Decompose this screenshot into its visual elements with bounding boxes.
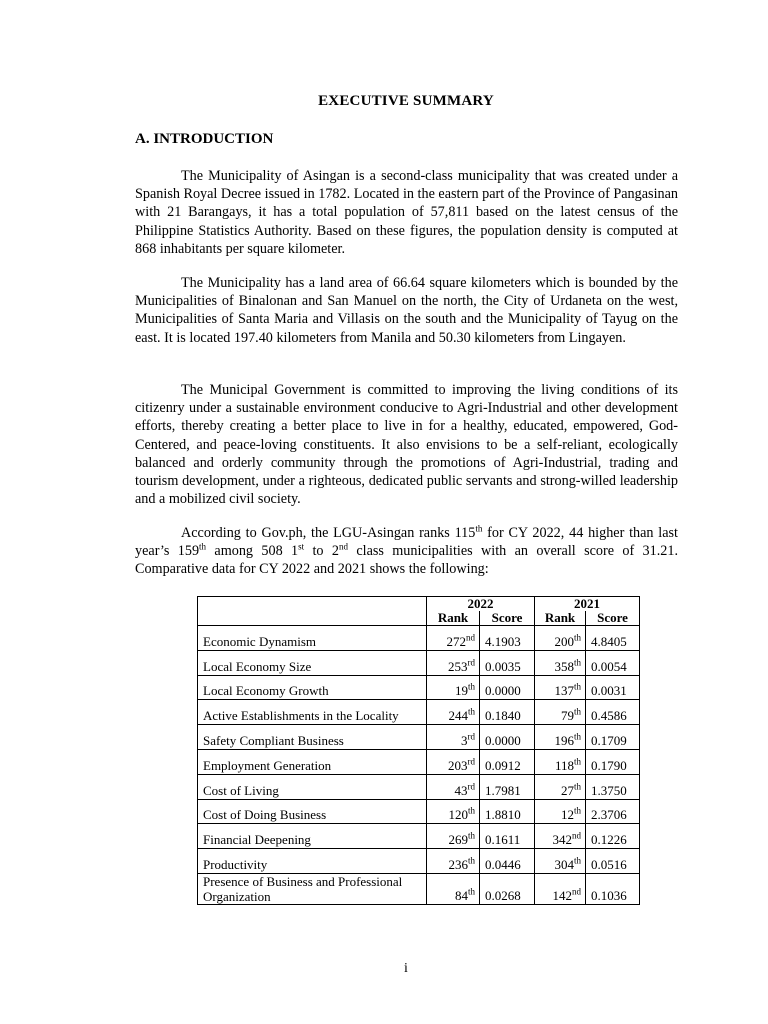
indicator-label: Safety Compliant Business xyxy=(198,725,427,750)
indicator-label: Presence of Business and Professional Organization xyxy=(198,873,427,904)
score-2021: 0.1709 xyxy=(586,725,640,750)
rank-2021-value: 342 xyxy=(552,832,572,848)
rank-2021 xyxy=(535,824,586,849)
rank-2021-suffix: th xyxy=(573,756,581,767)
rank-2021-suffix: th xyxy=(573,632,581,643)
rank-2021-suffix: th xyxy=(573,855,581,866)
rank-2022 xyxy=(427,824,480,849)
indicator-label: Local Economy Growth xyxy=(198,675,427,700)
rank-2021-suffix: th xyxy=(573,682,581,693)
rank-2022-value: 272 xyxy=(446,633,466,649)
rank-2022 xyxy=(427,700,480,725)
rank-2021-value: 142 xyxy=(552,887,572,903)
score-2022: 4.1903 xyxy=(480,626,535,651)
rank-2022 xyxy=(427,749,480,774)
rank-2021 xyxy=(535,626,586,651)
score-2021: 0.4586 xyxy=(586,700,640,725)
rank-2021-suffix: th xyxy=(573,706,581,717)
ranking-sup-a: th xyxy=(475,523,483,534)
rank-2022-suffix: th xyxy=(467,855,475,866)
rank-2022-value: 269 xyxy=(448,832,468,848)
rank-2022-suffix: th xyxy=(467,806,475,817)
table-row xyxy=(198,849,640,874)
score-2022: 0.0000 xyxy=(480,725,535,750)
score-2022: 1.7981 xyxy=(480,774,535,799)
paragraph-history: The Municipality of Asingan is a second-class municipality that was created under a Spanish Royal Decree issued in 1782. Located in the eastern part of the Province of Pangasinan with 21 Barangays, it has a total population of 57,811 based on the latest census of the Philippine Statistics Authority. Based on these figures, the population density is computed at 868 inhabitants per square kilometer. xyxy=(135,168,678,257)
score-2021: 4.8405 xyxy=(586,626,640,651)
rank-2022-value: 19 xyxy=(454,683,468,699)
rank-2022-suffix: th xyxy=(467,706,475,717)
comparative-data-table xyxy=(197,596,640,905)
column-header-score-2021: Score xyxy=(586,611,640,626)
table-row xyxy=(198,873,640,904)
table-row xyxy=(198,774,640,799)
rank-2021 xyxy=(535,774,586,799)
rank-2022 xyxy=(427,626,480,651)
table-body xyxy=(198,626,640,905)
table-header-blank xyxy=(198,597,427,626)
rank-2022-value: 203 xyxy=(448,757,468,773)
rank-2022-suffix: rd xyxy=(467,657,475,668)
indicator-label: Productivity xyxy=(198,849,427,874)
rank-2022 xyxy=(427,774,480,799)
rank-2022-suffix: rd xyxy=(467,731,475,742)
score-2021: 0.0054 xyxy=(586,650,640,675)
rank-2022-suffix: th xyxy=(467,682,475,693)
rank-2021-suffix: nd xyxy=(572,830,581,841)
rank-2021-value: 12 xyxy=(560,807,574,823)
score-2021: 0.0031 xyxy=(586,675,640,700)
table-row xyxy=(198,749,640,774)
rank-2021-value: 304 xyxy=(554,856,574,872)
column-header-rank-2022: Rank xyxy=(427,611,480,626)
rank-2021 xyxy=(535,675,586,700)
column-header-score-2022: Score xyxy=(480,611,535,626)
score-2022: 0.0446 xyxy=(480,849,535,874)
rank-2022 xyxy=(427,725,480,750)
rank-2022-value: 3 xyxy=(461,732,468,748)
table-row xyxy=(198,626,640,651)
score-2022: 0.1840 xyxy=(480,700,535,725)
indicator-label: Cost of Living xyxy=(198,774,427,799)
ranking-text-c: among 508 1 xyxy=(206,543,299,560)
score-2021: 0.0516 xyxy=(586,849,640,874)
rank-2021-value: 118 xyxy=(554,757,574,773)
rank-2021-suffix: th xyxy=(573,781,581,792)
ranking-text-b: for CY 2022, 44 higher than last year’s 159 xyxy=(135,525,678,560)
rank-2021-suffix: nd xyxy=(572,886,581,897)
rank-2021 xyxy=(535,873,586,904)
indicator-label: Local Economy Size xyxy=(198,650,427,675)
score-2022: 0.0035 xyxy=(480,650,535,675)
rank-2021-value: 137 xyxy=(554,683,574,699)
score-2022: 0.0268 xyxy=(480,873,535,904)
rank-2022-value: 236 xyxy=(448,856,468,872)
table-header-years xyxy=(198,597,640,612)
rank-2022 xyxy=(427,849,480,874)
rank-2022-suffix: th xyxy=(467,830,475,841)
table-row xyxy=(198,824,640,849)
rank-2021 xyxy=(535,650,586,675)
page-title: EXECUTIVE SUMMARY xyxy=(318,93,494,109)
table-row xyxy=(198,725,640,750)
rank-2021 xyxy=(535,749,586,774)
table-row xyxy=(198,650,640,675)
rank-2022-value: 43 xyxy=(454,782,468,798)
score-2022: 0.0000 xyxy=(480,675,535,700)
rank-2021-value: 200 xyxy=(554,633,574,649)
score-2022: 0.0912 xyxy=(480,749,535,774)
page-number: i xyxy=(404,961,408,976)
indicator-label: Financial Deepening xyxy=(198,824,427,849)
rank-2021-value: 79 xyxy=(560,708,574,724)
rank-2022-suffix: th xyxy=(467,886,475,897)
year-header-2021: 2021 xyxy=(535,597,640,612)
ranking-text-d: to 2 xyxy=(304,543,339,560)
section-heading: A. INTRODUCTION xyxy=(135,131,274,147)
rank-2021-value: 27 xyxy=(560,782,574,798)
rank-2021 xyxy=(535,700,586,725)
rank-2022-value: 244 xyxy=(448,708,468,724)
table-row xyxy=(198,675,640,700)
paragraph-geography: The Municipality has a land area of 66.64 square kilometers which is bounded by the Municipalities of Binalonan and San Manuel on the north, the City of Urdaneta on the west, Municipalities of Santa Maria and Villasis on the south and the Municipality of Tayug on the east. It is located 197.40 kilometers from Manila and 50.30 kilometers from Lingayen. xyxy=(135,275,678,346)
rank-2022 xyxy=(427,650,480,675)
ranking-sup-b: th xyxy=(199,541,207,552)
rank-2022 xyxy=(427,873,480,904)
rank-2021 xyxy=(535,849,586,874)
rank-2021 xyxy=(535,799,586,824)
paragraph-ranking xyxy=(135,524,678,579)
table-row xyxy=(198,799,640,824)
rank-2021-suffix: th xyxy=(573,657,581,668)
ranking-text-a: According to Gov.ph, the LGU-Asingan ranks 115 xyxy=(181,525,476,541)
rank-2022-value: 84 xyxy=(454,887,468,903)
rank-2022-value: 253 xyxy=(448,658,468,674)
indicator-label: Economic Dynamism xyxy=(198,626,427,651)
indicator-label: Employment Generation xyxy=(198,749,427,774)
rank-2021-value: 358 xyxy=(554,658,574,674)
score-2022: 1.8810 xyxy=(480,799,535,824)
score-2021: 2.3706 xyxy=(586,799,640,824)
score-2021: 0.1790 xyxy=(586,749,640,774)
year-header-2022: 2022 xyxy=(427,597,535,612)
paragraph-vision: The Municipal Government is committed to improving the living conditions of its citizenry under a sustainable environment conducive to Agri-Industrial and other development efforts, thereby creating a better place to live in for a healthy, educated, empowered, God-Centered, and peace-loving constituents. It also envisions to be a self-reliant, ecologically balanced and orderly community through the promotions of Agri-Industrial, trading and tourism development, under a righteous, dedicated public servants and strong-willed leadership and a mobilized civil society. xyxy=(135,382,678,508)
rank-2022 xyxy=(427,675,480,700)
rank-2022-suffix: rd xyxy=(467,756,475,767)
score-2021: 0.1226 xyxy=(586,824,640,849)
rank-2021 xyxy=(535,725,586,750)
rank-2022 xyxy=(427,799,480,824)
column-header-rank-2021: Rank xyxy=(535,611,586,626)
indicator-label: Cost of Doing Business xyxy=(198,799,427,824)
score-2021: 1.3750 xyxy=(586,774,640,799)
rank-2021-suffix: th xyxy=(573,806,581,817)
score-2021: 0.1036 xyxy=(586,873,640,904)
rank-2021-value: 196 xyxy=(554,732,574,748)
rank-2022-value: 120 xyxy=(448,807,468,823)
ranking-sup-d: nd xyxy=(338,541,348,552)
rank-2022-suffix: rd xyxy=(467,781,475,792)
score-2022: 0.1611 xyxy=(480,824,535,849)
indicator-label: Active Establishments in the Locality xyxy=(198,700,427,725)
ranking-text-e: class municipalities with an overall score of 31.21. Comparative data for CY 2022 and 2021 shows the following: xyxy=(135,543,678,578)
rank-2021-suffix: th xyxy=(573,731,581,742)
rank-2022-suffix: nd xyxy=(466,632,475,643)
ranking-sup-c: st xyxy=(298,541,305,552)
table-row xyxy=(198,700,640,725)
